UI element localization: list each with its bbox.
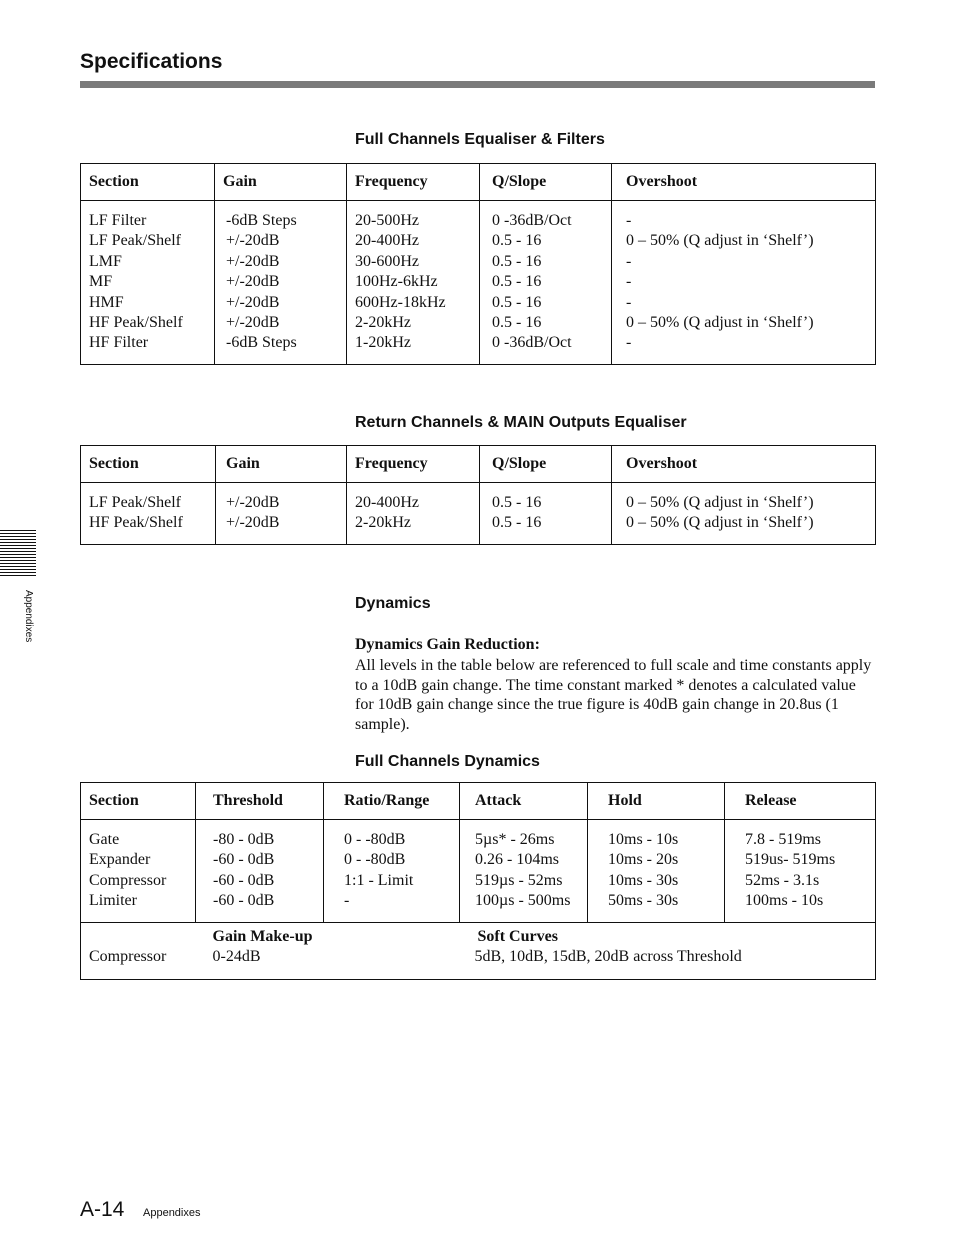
column-header: Section bbox=[81, 446, 216, 483]
side-tab-label: Appendixes bbox=[23, 590, 34, 643]
makeup-cell bbox=[196, 922, 460, 980]
cell-line: 0.5 - 16 bbox=[492, 313, 542, 331]
cell-line: - bbox=[626, 212, 632, 229]
cell-line: 0.26 - 104ms bbox=[475, 851, 559, 869]
column-header: Section bbox=[81, 164, 215, 201]
overshoot-cell bbox=[612, 201, 876, 365]
cell-line: 0 – 50% (Q adjust in ‘Shelf’) bbox=[626, 313, 814, 331]
section-cell bbox=[81, 820, 196, 923]
compressor-row bbox=[81, 922, 876, 980]
column-header: Attack bbox=[460, 783, 588, 820]
frequency-cell bbox=[347, 201, 480, 365]
cell-line: 0 -36dB/Oct bbox=[492, 212, 572, 229]
cell-line: LF Peak/Shelf bbox=[89, 232, 181, 250]
table-header-row bbox=[81, 164, 876, 201]
section-cell bbox=[81, 483, 216, 545]
cell-line: HF Filter bbox=[89, 334, 149, 352]
cell-line: 0.5 - 16 bbox=[492, 252, 542, 270]
cell-line: +/-20dB bbox=[226, 293, 280, 311]
makeup-heading: Gain Make-up bbox=[212, 927, 313, 945]
cell-line: - bbox=[626, 293, 632, 311]
cell-line: HF Peak/Shelf bbox=[89, 313, 183, 331]
eq-return-table bbox=[80, 445, 876, 545]
cell-line: Expander bbox=[89, 851, 151, 869]
cell-line: +/-20dB bbox=[226, 252, 280, 270]
compressor-label-cell bbox=[81, 922, 196, 980]
column-header: Threshold bbox=[196, 783, 324, 820]
cell-line: LF Filter bbox=[89, 212, 147, 229]
gain-cell bbox=[215, 201, 347, 365]
cell-line: 10ms - 30s bbox=[608, 871, 679, 889]
table-row bbox=[81, 820, 876, 923]
cell-line: 52ms - 3.1s bbox=[745, 871, 820, 889]
cell-line: +/-20dB bbox=[226, 273, 280, 291]
cell-line: HF Peak/Shelf bbox=[89, 514, 183, 532]
column-header: Frequency bbox=[347, 446, 480, 483]
cell-line: MF bbox=[89, 273, 113, 291]
dyn-full-heading: Full Channels Dynamics bbox=[355, 753, 540, 770]
column-header: Gain bbox=[216, 446, 347, 483]
cell-line: - bbox=[626, 252, 632, 270]
cell-line: 519us- 519ms bbox=[745, 851, 836, 869]
cell-line: 5µs* - 26ms bbox=[475, 831, 555, 848]
cell-line: 0 -36dB/Oct bbox=[492, 334, 572, 352]
cell-line: 0.5 - 16 bbox=[492, 494, 542, 511]
title-rule bbox=[80, 81, 875, 88]
cell-line: 0 – 50% (Q adjust in ‘Shelf’) bbox=[626, 494, 814, 511]
column-header: Frequency bbox=[347, 164, 480, 201]
cell-line: 0 – 50% (Q adjust in ‘Shelf’) bbox=[626, 232, 814, 250]
dynamics-paragraph: All levels in the table below are referenced to full scale and time constants apply to a 10dB gain change. The time constant marked * denotes a calculated value for 10dB gain change since the true figure is 40dB gain change in 20.8us (1 sample). bbox=[355, 657, 872, 733]
cell-line: -6dB Steps bbox=[226, 334, 297, 352]
cell-line: -6dB Steps bbox=[226, 212, 297, 229]
cell-line: 20-400Hz bbox=[355, 494, 419, 511]
cell-line: +/-20dB bbox=[226, 514, 280, 532]
cell-line: -60 - 0dB bbox=[213, 871, 275, 889]
cell-line: LMF bbox=[89, 252, 122, 270]
threshold-cell bbox=[196, 820, 324, 923]
hold-cell bbox=[588, 820, 725, 923]
cell-line: -80 - 0dB bbox=[213, 831, 275, 848]
cell-line: 0.5 - 16 bbox=[492, 232, 542, 250]
cell-line: 7.8 - 519ms bbox=[745, 831, 821, 848]
table-header-row bbox=[81, 783, 876, 820]
qslope-cell bbox=[480, 201, 612, 365]
eq-return-heading: Return Channels & MAIN Outputs Equaliser bbox=[355, 414, 687, 431]
column-header: Release bbox=[725, 783, 876, 820]
cell-line: - bbox=[626, 334, 632, 352]
cell-line: 100ms - 10s bbox=[745, 892, 824, 910]
dyn-full-table bbox=[80, 782, 876, 980]
dynamics-heading: Dynamics bbox=[355, 595, 431, 612]
cell-line: LF Peak/Shelf bbox=[89, 494, 181, 511]
soft-curves-cell bbox=[460, 922, 876, 980]
qslope-cell bbox=[480, 483, 612, 545]
cell-line: 600Hz-18kHz bbox=[355, 293, 446, 311]
cell-line: 519µs - 52ms bbox=[475, 871, 563, 889]
cell-line: -60 - 0dB bbox=[213, 851, 275, 869]
column-header: Overshoot bbox=[612, 164, 876, 201]
column-header: Gain bbox=[215, 164, 347, 201]
cell-line: Gate bbox=[89, 831, 120, 848]
eq-full-heading: Full Channels Equaliser & Filters bbox=[355, 131, 605, 148]
cell-line: 10ms - 20s bbox=[608, 851, 679, 869]
cell-line: Compressor bbox=[89, 871, 167, 889]
frequency-cell bbox=[347, 483, 480, 545]
makeup-value: 0-24dB bbox=[212, 947, 261, 965]
cell-line: - bbox=[344, 892, 350, 910]
cell-line: 100Hz-6kHz bbox=[355, 273, 438, 291]
cell-line: +/-20dB bbox=[226, 494, 280, 511]
overshoot-cell bbox=[612, 483, 876, 545]
cell-line: 0.5 - 16 bbox=[492, 514, 542, 532]
column-header: Hold bbox=[588, 783, 725, 820]
side-tab-marker bbox=[0, 530, 36, 578]
cell-line: 1-20kHz bbox=[355, 334, 411, 352]
cell-line: -60 - 0dB bbox=[213, 892, 275, 910]
section-cell bbox=[81, 201, 215, 365]
release-cell bbox=[725, 820, 876, 923]
eq-full-table bbox=[80, 163, 876, 365]
footer-label: Appendixes bbox=[143, 1207, 201, 1219]
cell-line: 30-600Hz bbox=[355, 252, 419, 270]
cell-line: 50ms - 30s bbox=[608, 892, 679, 910]
column-header: Section bbox=[81, 783, 196, 820]
compressor-label: Compressor bbox=[89, 947, 167, 965]
cell-line: 20-500Hz bbox=[355, 212, 419, 229]
soft-curves-heading: Soft Curves bbox=[477, 927, 558, 945]
cell-line: 0 - -80dB bbox=[344, 851, 406, 869]
cell-line: 2-20kHz bbox=[355, 313, 411, 331]
page-title: Specifications bbox=[80, 50, 223, 73]
table-row bbox=[81, 201, 876, 365]
cell-line: 0.5 - 16 bbox=[492, 273, 542, 291]
table-header-row bbox=[81, 446, 876, 483]
cell-line: 10ms - 10s bbox=[608, 831, 679, 848]
cell-line: - bbox=[626, 273, 632, 291]
cell-line: 0.5 - 16 bbox=[492, 293, 542, 311]
ratio-cell bbox=[324, 820, 460, 923]
cell-line: 1:1 - Limit bbox=[344, 871, 414, 889]
column-header: Overshoot bbox=[612, 446, 876, 483]
cell-spacer bbox=[89, 927, 196, 947]
cell-line: 0 - -80dB bbox=[344, 831, 406, 848]
column-header: Ratio/Range bbox=[324, 783, 460, 820]
cell-line: +/-20dB bbox=[226, 313, 280, 331]
cell-line: 100µs - 500ms bbox=[475, 892, 571, 910]
soft-curves-value: 5dB, 10dB, 15dB, 20dB across Threshold bbox=[474, 947, 742, 965]
cell-line: HMF bbox=[89, 293, 124, 311]
cell-line: 2-20kHz bbox=[355, 514, 411, 532]
cell-line: 20-400Hz bbox=[355, 232, 419, 250]
cell-line: 0 – 50% (Q adjust in ‘Shelf’) bbox=[626, 514, 814, 532]
cell-line: Limiter bbox=[89, 892, 137, 910]
dynamics-subheading: Dynamics Gain Reduction: bbox=[355, 636, 540, 653]
column-header: Q/Slope bbox=[480, 164, 612, 201]
attack-cell bbox=[460, 820, 588, 923]
table-row bbox=[81, 483, 876, 545]
cell-line: +/-20dB bbox=[226, 232, 280, 250]
page-number: A-14 bbox=[80, 1198, 125, 1221]
column-header: Q/Slope bbox=[480, 446, 612, 483]
gain-cell bbox=[216, 483, 347, 545]
